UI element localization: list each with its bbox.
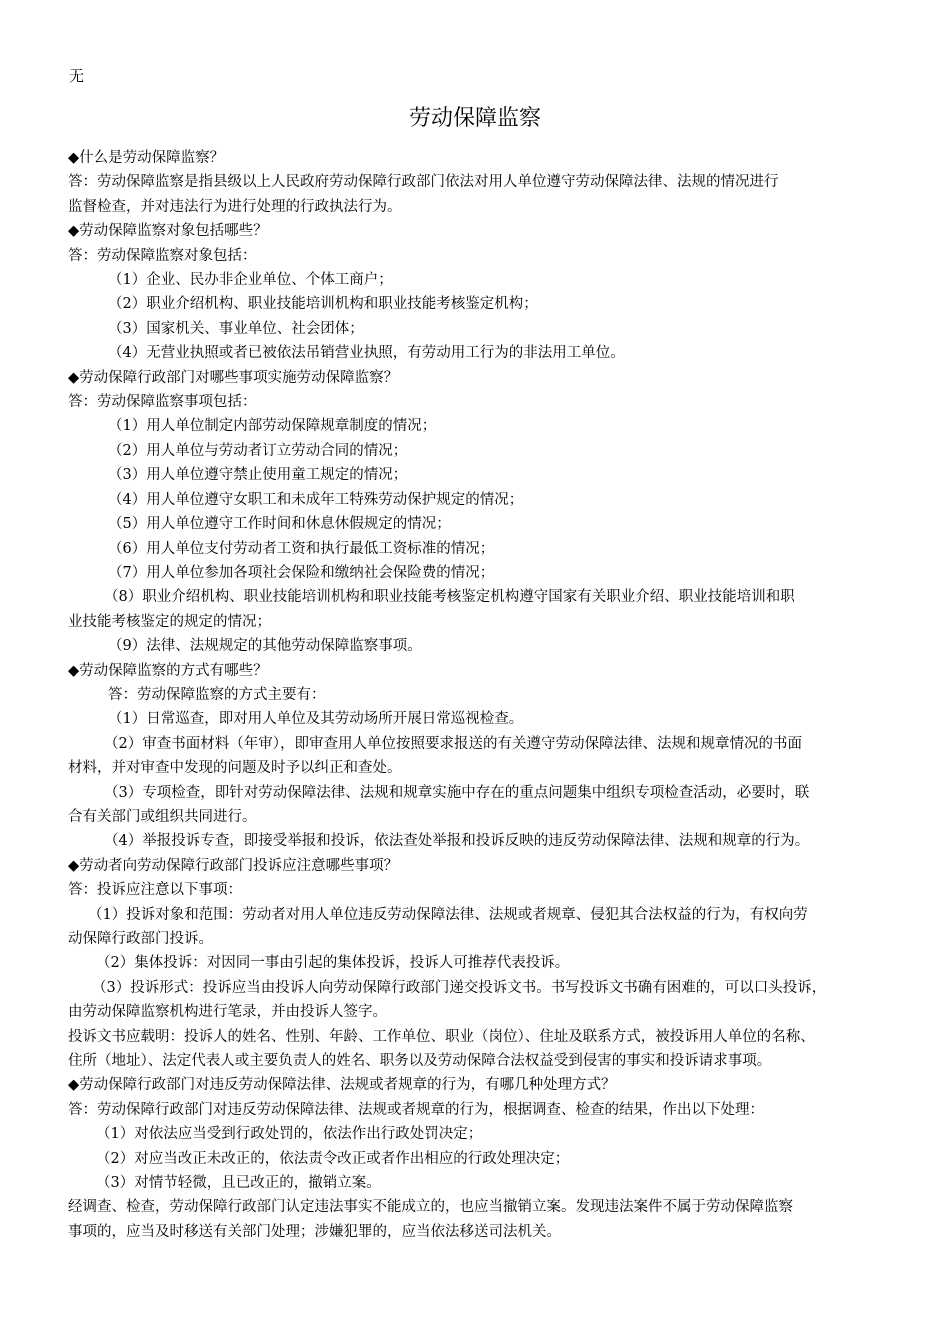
list-item-continuation: 材料，并对审查中发现的问题及时予以纠正和查处。 <box>68 760 402 777</box>
list-item-continuation: 合有关部门或组织共同进行。 <box>68 808 257 825</box>
list-item: （9）法律、法规规定的其他劳动保障监察事项。 <box>108 638 422 655</box>
question-heading: ◆劳动保障监察对象包括哪些？ <box>68 223 268 240</box>
question-heading: ◆劳动保障监察的方式有哪些？ <box>68 662 268 679</box>
list-item: （2）职业介绍机构、职业技能培训机构和职业技能考核鉴定机构； <box>108 296 538 313</box>
list-item: （3）专项检查，即针对劳动保障法律、法规和规章实施中存在的重点问题集中组织专项检查活动，必要时，联 <box>104 784 810 801</box>
list-item-continuation: 动保障行政部门投诉。 <box>68 931 213 947</box>
list-item: （2）用人单位与劳动者订立劳动合同的情况； <box>108 442 408 459</box>
list-item-continuation: 业技能考核鉴定的规定的情况； <box>68 613 271 630</box>
list-item: （6）用人单位支付劳动者工资和执行最低工资标准的情况； <box>108 540 495 557</box>
page-header: 无 <box>69 67 85 85</box>
question-heading: ◆劳动者向劳动保障行政部门投诉应注意哪些事项？ <box>68 857 399 874</box>
list-item: （8）职业介绍机构、职业技能培训机构和职业技能考核鉴定机构遵守国家有关职业介绍、职业技能培训和职 <box>104 589 795 606</box>
list-item: （2）审查书面材料（年审），即审查用人单位按照要求报送的有关遵守劳动保障法律、法规和规章情况的书面 <box>104 735 802 752</box>
answer-line: 答：投诉应注意以下事项： <box>68 882 242 899</box>
list-item: （2）对应当改正未改正的，依法责令改正或者作出相应的行政处理决定； <box>96 1150 570 1167</box>
answer-line: 答：劳动保障监察对象包括： <box>68 247 257 264</box>
list-item: （3）投诉形式：投诉应当由投诉人向劳动保障行政部门递交投诉文书。书写投诉文书确有困难的，可以口头投诉， <box>92 979 827 996</box>
list-item: （1）日常巡查，即对用人单位及其劳动场所开展日常巡视检查。 <box>108 711 524 728</box>
list-item: （4）举报投诉专查，即接受举报和投诉，依法查处举报和投诉反映的违反劳动保障法律、法规和规章的行为。 <box>104 833 810 850</box>
list-item: （1）投诉对象和范围：劳动者对用人单位违反劳动保障法律、法规或者规章、侵犯其合法权益的行为，有权向劳 <box>88 906 808 923</box>
list-item: （4）用人单位遵守女职工和未成年工特殊劳动保护规定的情况； <box>108 491 524 508</box>
list-item: （7）用人单位参加各项社会保险和缴纳社会保险费的情况； <box>108 564 495 581</box>
list-item-continuation: 由劳动保障监察机构进行笔录，并由投诉人签字。 <box>68 1004 387 1021</box>
question-heading: ◆什么是劳动保障监察？ <box>68 150 225 166</box>
paragraph-line: 投诉文书应载明：投诉人的姓名、性别、年龄、工作单位、职业（岗位）、住址及联系方式，被投诉用人单位的名称、 <box>68 1028 815 1045</box>
answer-line: 答：劳动保障行政部门对违反劳动保障法律、法规或者规章的行为，根据调查、检查的结果，作出以下处理： <box>68 1101 764 1118</box>
list-item: （5）用人单位遵守工作时间和休息休假规定的情况； <box>108 516 451 533</box>
list-item: （1）企业、民办非企业单位、个体工商户； <box>108 272 393 289</box>
list-item: （3）国家机关、事业单位、社会团体； <box>108 320 364 337</box>
paragraph-line: 经调查、检查，劳动保障行政部门认定违法事实不能成立的，也应当撤销立案。发现违法案件不属于劳动保障监察 <box>68 1199 793 1216</box>
list-item: （4）无营业执照或者已被依法吊销营业执照，有劳动用工行为的非法用工单位。 <box>108 345 625 362</box>
answer-line: 监督检查，并对违法行为进行处理的行政执法行为。 <box>68 198 402 215</box>
document-body <box>68 146 886 1244</box>
question-heading: ◆劳动保障行政部门对哪些事项实施劳动保障监察？ <box>68 369 399 386</box>
answer-line: 答：劳动保障监察事项包括： <box>68 394 257 411</box>
list-item: （3）用人单位遵守禁止使用童工规定的情况； <box>108 467 408 484</box>
list-item: （3）对情节轻微，且已改正的，撤销立案。 <box>96 1175 381 1192</box>
page-title: 劳动保障监察 <box>408 106 541 131</box>
question-heading: ◆劳动保障行政部门对违反劳动保障法律、法规或者规章的行为，有哪几种处理方式？ <box>68 1077 616 1094</box>
list-item: （2）集体投诉：对因同一事由引起的集体投诉，投诉人可推荐代表投诉。 <box>96 955 570 972</box>
list-item: （1）用人单位制定内部劳动保障规章制度的情况； <box>108 418 437 435</box>
paragraph-line: 住所（地址）、法定代表人或主要负责人的姓名、职务以及劳动保障合法权益受到侵害的事实和投诉请求事项。 <box>68 1053 772 1070</box>
list-item: （1）对依法应当受到行政处罚的，依法作出行政处罚决定； <box>96 1126 483 1143</box>
answer-line: 答：劳动保障监察的方式主要有： <box>108 686 326 703</box>
answer-line: 答：劳动保障监察是指县级以上人民政府劳动保障行政部门依法对用人单位遵守劳动保障法律、法规的情况进行 <box>68 174 779 191</box>
paragraph-line: 事项的，应当及时移送有关部门处理；涉嫌犯罪的，应当依法移送司法机关。 <box>68 1223 561 1240</box>
